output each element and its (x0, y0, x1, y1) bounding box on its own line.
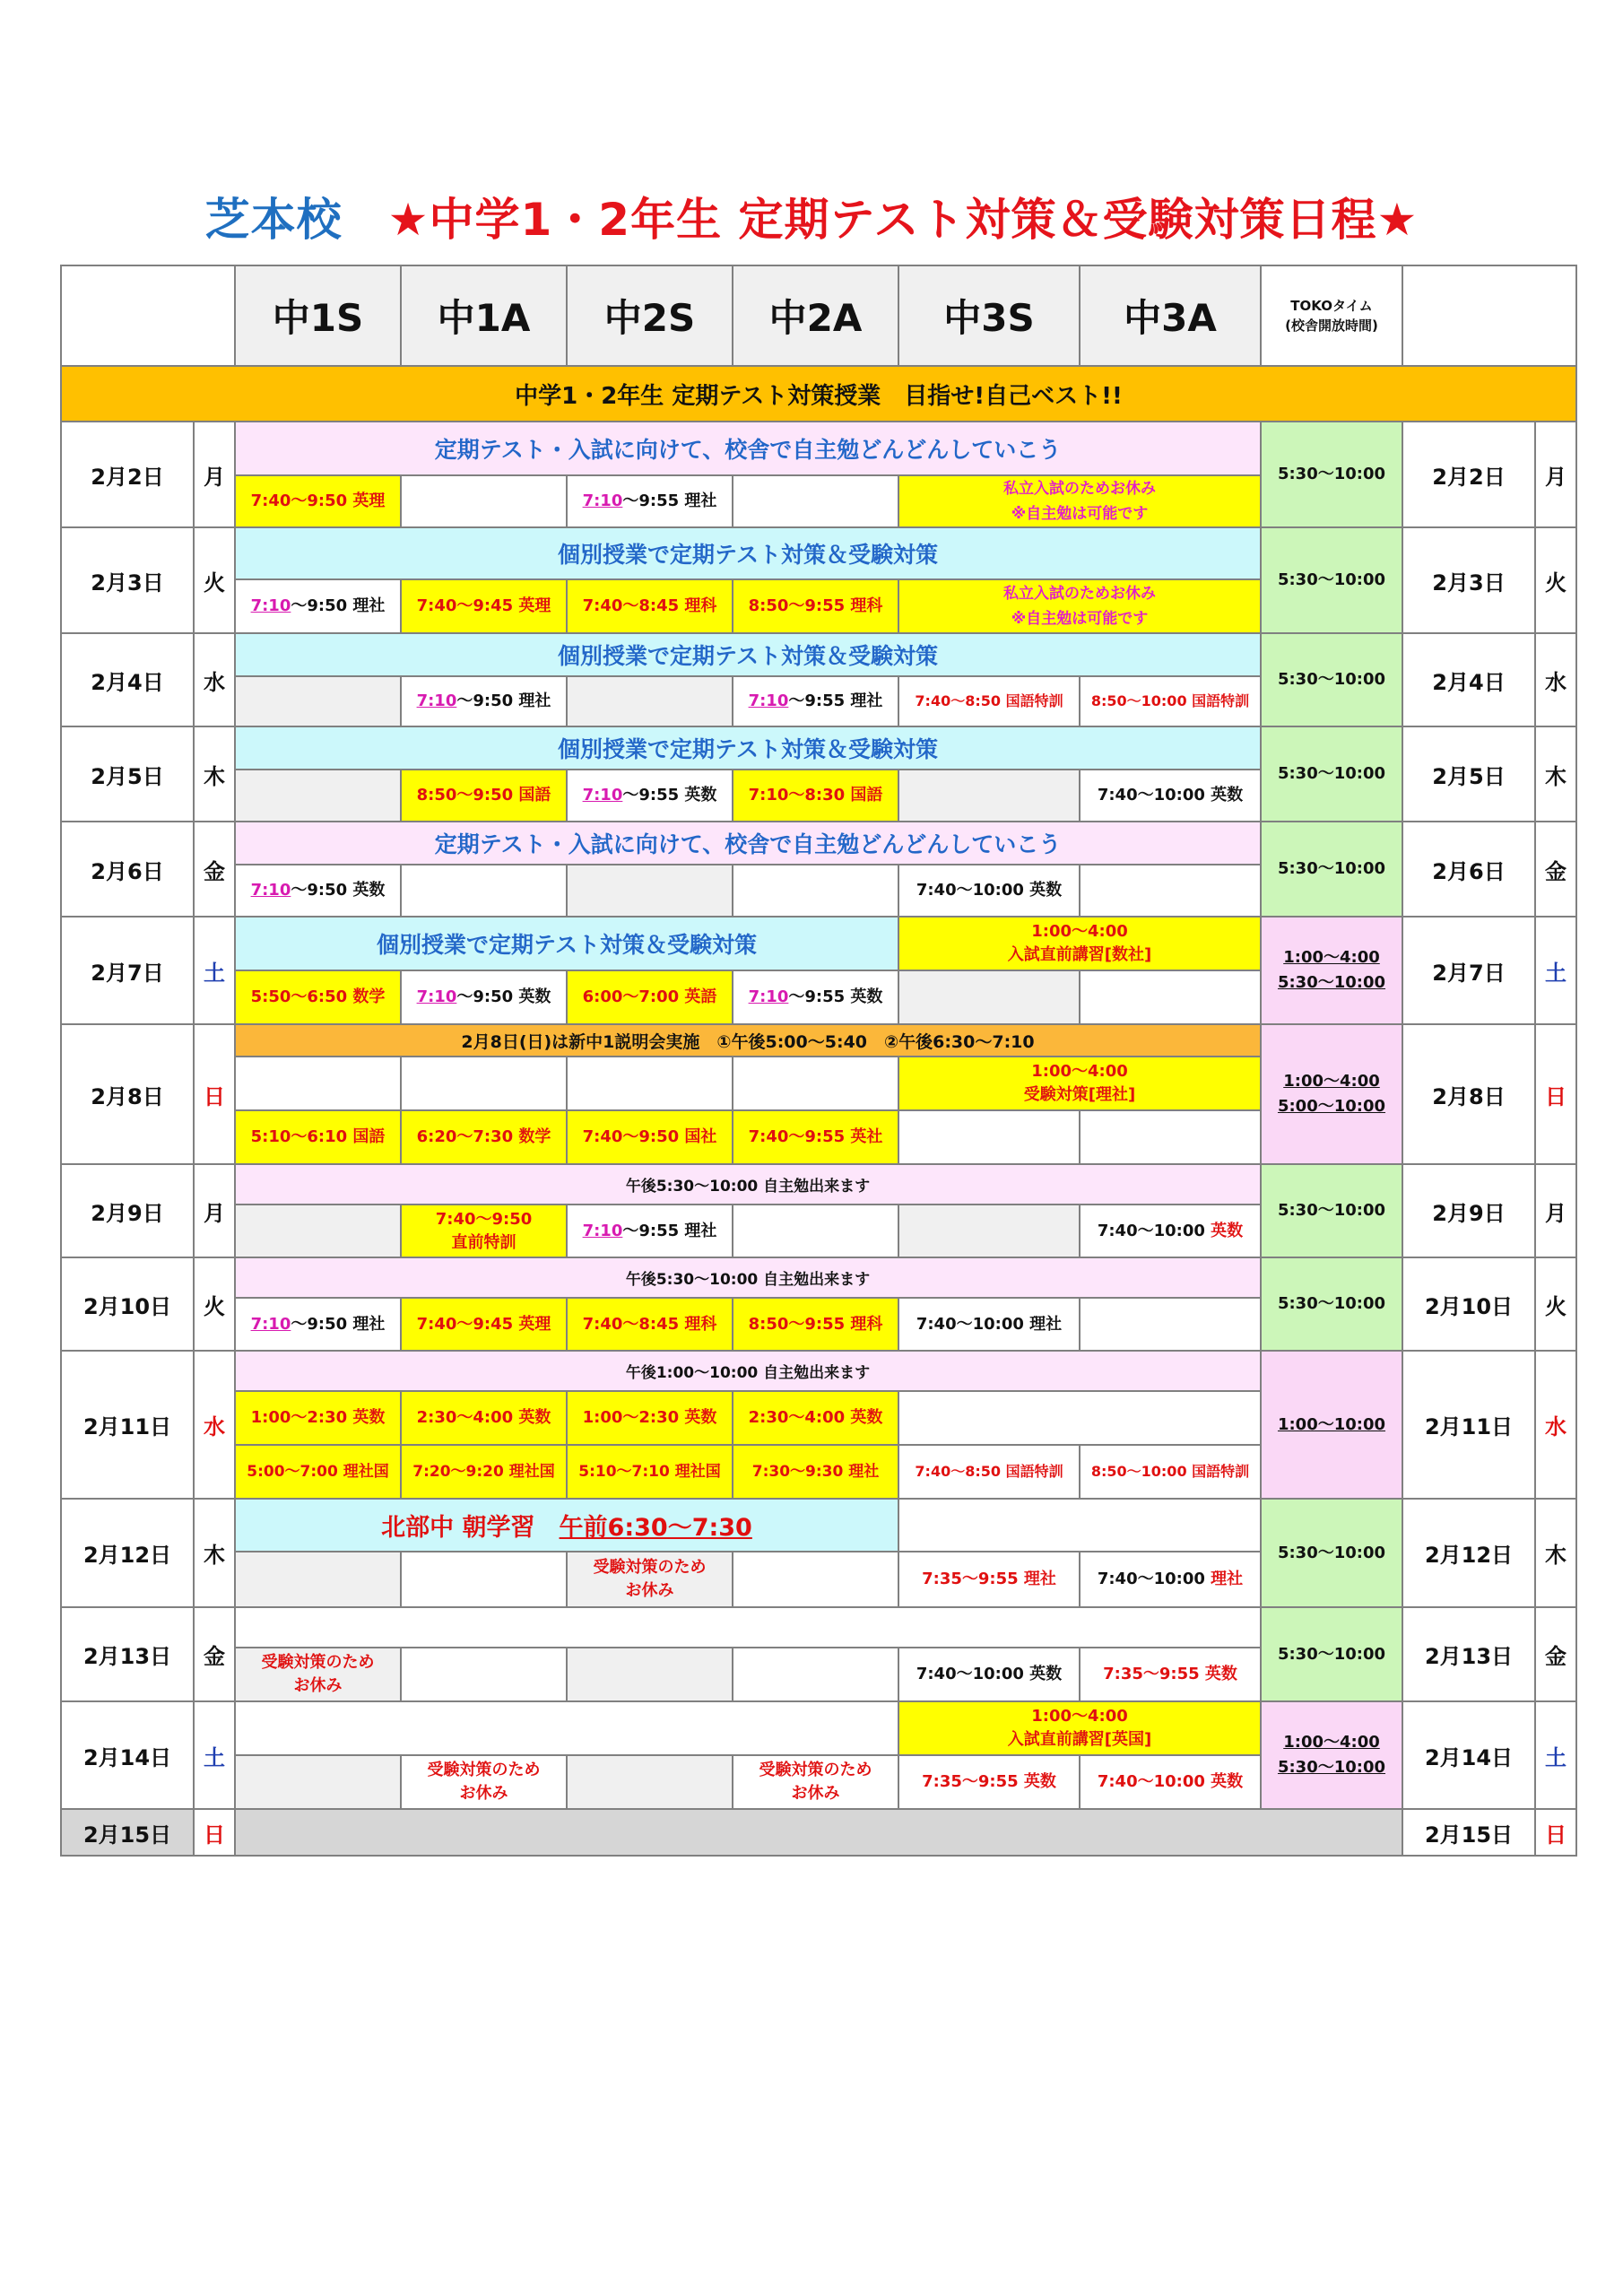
toko-time (1261, 1024, 1402, 1164)
lesson-text: ～9:50 英数 (456, 987, 551, 1006)
toko-subtitle: (校舎開放時間) (1285, 317, 1378, 334)
weekday-right: 木 (1535, 726, 1576, 822)
toko-title: TOKOタイム (1290, 298, 1373, 314)
lesson-text: ～9:55 理社 (788, 691, 883, 710)
day-row (61, 1809, 1576, 1856)
special-lesson (898, 1701, 1261, 1755)
time-link: 7:10 (582, 1221, 623, 1240)
empty-cell (898, 1499, 1261, 1552)
title-school: 芝本校 (204, 194, 343, 246)
closed-notice (898, 579, 1261, 633)
weekday: 火 (194, 527, 235, 633)
closed-day (235, 1809, 1402, 1856)
date-right: 2月7日 (1402, 917, 1535, 1024)
weekday-right: 木 (1535, 1499, 1576, 1607)
day-banner: 個別授業で定期テスト対策＆受験対策 (235, 726, 1261, 770)
date: 2月3日 (61, 527, 194, 633)
lesson-cell (401, 970, 567, 1024)
empty-cell (1080, 865, 1261, 917)
day-banner: 午後5:30～10:00 自主勉出来ます (235, 1164, 1261, 1205)
closed-cell (401, 1755, 567, 1809)
date-right: 2月14日 (1402, 1701, 1535, 1809)
weekday-right: 火 (1535, 1257, 1576, 1351)
lesson-cell (401, 676, 567, 726)
lesson-text: ～9:55 英数 (788, 987, 883, 1006)
weekday-right: 金 (1535, 822, 1576, 917)
lesson-text: ～9:50 理社 (456, 691, 551, 710)
day-banner (235, 1499, 898, 1552)
lesson-cell: 7:40～10:00 英数 (1080, 770, 1261, 822)
lesson-text: ～9:55 理社 (622, 1221, 717, 1240)
day-row (61, 527, 1576, 579)
closed-text: 受験対策のため (261, 1653, 375, 1672)
lesson-cell: 5:10～6:10 国語 (235, 1110, 401, 1164)
lesson-title: 直前特訓 (451, 1232, 516, 1252)
closed-text: 受験対策のため (427, 1761, 541, 1779)
date-right: 2月10日 (1402, 1257, 1535, 1351)
lesson-cell: 7:20～9:20 理社国 (401, 1445, 567, 1499)
lesson-time: 7:40～9:50 (435, 1209, 533, 1229)
special-time: 1:00～4:00 (1031, 1707, 1128, 1726)
lesson-cell: 2:30～4:00 英数 (401, 1391, 567, 1445)
time-link: 7:10 (582, 491, 623, 510)
weekday-right: 土 (1535, 1701, 1576, 1809)
lesson-cell: 7:35～9:55 英数 (1080, 1648, 1261, 1701)
date-right: 2月11日 (1402, 1351, 1535, 1499)
date: 2月12日 (61, 1499, 194, 1607)
empty-cell (733, 865, 898, 917)
weekday: 金 (194, 1607, 235, 1701)
empty-cell (235, 1057, 401, 1110)
toko-time-2: 5:30～10:00 (1277, 1758, 1386, 1777)
empty-cell (567, 1057, 733, 1110)
lesson-cell: 7:40～9:45 英理 (401, 579, 567, 633)
empty-cell (401, 1057, 567, 1110)
day-banner: 定期テスト・入試に向けて、校舎で自主勉どんどんしていこう (235, 422, 1261, 475)
day-row (61, 1164, 1576, 1205)
date: 2月9日 (61, 1164, 194, 1257)
date: 2月8日 (61, 1024, 194, 1164)
lesson-cell: 5:00～7:00 理社国 (235, 1445, 401, 1499)
closed-notice (898, 475, 1261, 527)
closed-note: ※自主勉は可能です (1011, 610, 1149, 628)
title-main: ★中学1・2年生 定期テスト対策＆受験対策日程★ (387, 194, 1419, 246)
header-blank (61, 265, 235, 366)
lesson-text: ～9:55 理社 (622, 491, 717, 510)
weekday: 木 (194, 1499, 235, 1607)
lesson-cell: 7:40～8:45 理科 (567, 1298, 733, 1351)
lesson-cell: 7:30～9:30 理社 (733, 1445, 898, 1499)
time-link: 7:10 (250, 1314, 291, 1334)
day-row (61, 633, 1576, 676)
lesson-text: ～9:55 英数 (622, 786, 717, 804)
toko-time-2: 5:30～10:00 (1277, 973, 1386, 992)
lesson-cell (567, 475, 733, 527)
date: 2月13日 (61, 1607, 194, 1701)
header-toko (1261, 265, 1402, 366)
lesson-cell: 7:40～8:45 理科 (567, 579, 733, 633)
empty-cell (898, 1391, 1261, 1445)
lesson-cell: 7:40～10:00 理社 (898, 1298, 1080, 1351)
special-time: 1:00～4:00 (1031, 922, 1128, 941)
day-banner: 個別授業で定期テスト対策＆受験対策 (235, 633, 1261, 676)
weekday-right: 月 (1535, 422, 1576, 527)
lesson-cell: 1:00～2:30 英数 (567, 1391, 733, 1445)
toko-time: 5:30～10:00 (1261, 822, 1402, 917)
banner: 中学1・2年生 定期テスト対策授業 目指せ!自己ベスト!! (61, 366, 1576, 422)
weekday-right: 土 (1535, 917, 1576, 1024)
lesson-cell: 7:40～10:00 英数 (1080, 1755, 1261, 1809)
date: 2月7日 (61, 917, 194, 1024)
day-row (61, 422, 1576, 475)
toko-time-1: 1:00～4:00 (1283, 1733, 1380, 1752)
weekday-right: 月 (1535, 1164, 1576, 1257)
lesson-cell (1080, 1552, 1261, 1607)
special-time: 1:00～4:00 (1031, 1062, 1128, 1081)
header-col-3s: 中3S (898, 265, 1080, 366)
closed-label: お休み (459, 1784, 508, 1803)
toko-time: 5:30～10:00 (1261, 527, 1402, 633)
weekday: 金 (194, 822, 235, 917)
toko-time: 5:30～10:00 (1261, 1257, 1402, 1351)
toko-time: 5:30～10:00 (1261, 1607, 1402, 1701)
lesson-cell: 7:40～8:50 国語特訓 (898, 1445, 1080, 1499)
date-right: 2月12日 (1402, 1499, 1535, 1607)
header-col-2s: 中2S (567, 265, 733, 366)
closed-text: 私立入試のためお休み (1003, 585, 1156, 603)
empty-banner (235, 1701, 898, 1755)
special-lesson (898, 1057, 1261, 1110)
date-right: 2月2日 (1402, 422, 1535, 527)
empty-cell (1080, 970, 1261, 1024)
lesson-text: ～9:50 理社 (291, 596, 386, 615)
lesson-cell (401, 1205, 567, 1257)
day-banner: 午後5:30～10:00 自主勉出来ます (235, 1257, 1261, 1298)
day-banner: 個別授業で定期テスト対策＆受験対策 (235, 527, 1261, 579)
date: 2月5日 (61, 726, 194, 822)
toko-time: 5:30～10:00 (1261, 1164, 1402, 1257)
weekday: 水 (194, 1351, 235, 1499)
weekday-right: 火 (1535, 527, 1576, 633)
special-title: 入試直前講習[数社] (1007, 945, 1152, 964)
banner-title: 北部中 朝学習 (381, 1514, 560, 1542)
closed-cell (733, 1755, 898, 1809)
day-row (61, 726, 1576, 770)
lesson-cell: 6:20～7:30 数学 (401, 1110, 567, 1164)
empty-cell (567, 865, 733, 917)
lesson-cell (235, 865, 401, 917)
time-link: 7:10 (250, 596, 291, 615)
time-link: 7:10 (416, 691, 457, 710)
toko-time-1: 1:00～4:00 (1283, 948, 1380, 967)
empty-cell (567, 676, 733, 726)
day-banner: 2月8日(日)は新中1説明会実施 ①午後5:00～5:40 ②午後6:30～7:10 (235, 1024, 1261, 1057)
empty-cell (235, 770, 401, 822)
day-banner: 午後1:00～10:00 自主勉出来ます (235, 1351, 1261, 1391)
closed-text: 私立入試のためお休み (1003, 480, 1156, 498)
date: 2月11日 (61, 1351, 194, 1499)
day-banner: 個別授業で定期テスト対策＆受験対策 (235, 917, 898, 970)
lesson-cell: 7:40～9:45 英理 (401, 1298, 567, 1351)
empty-cell (401, 475, 567, 527)
lesson-cell (567, 770, 733, 822)
header-row (61, 265, 1576, 366)
weekday-right: 金 (1535, 1607, 1576, 1701)
toko-time (1261, 1701, 1402, 1809)
lesson-cell: 7:35～9:55 英数 (898, 1755, 1080, 1809)
weekday: 土 (194, 1701, 235, 1809)
date-right: 2月4日 (1402, 633, 1535, 726)
closed-text: 受験対策のため (593, 1558, 707, 1577)
empty-cell (235, 1552, 401, 1607)
day-row (61, 1351, 1576, 1391)
toko-time-1: 1:00～4:00 (1283, 1072, 1380, 1091)
toko-time: 5:30～10:00 (1261, 633, 1402, 726)
header-col-1a: 中1A (401, 265, 567, 366)
lesson-cell: 8:50～9:55 理科 (733, 1298, 898, 1351)
lesson-cell (235, 579, 401, 633)
empty-cell (401, 1552, 567, 1607)
lesson-text: ～9:50 英数 (291, 881, 386, 900)
lesson-cell: 7:35～9:55 理社 (898, 1552, 1080, 1607)
date: 2月10日 (61, 1257, 194, 1351)
empty-cell (898, 970, 1080, 1024)
special-lesson (898, 917, 1261, 970)
lesson-cell: 6:00～7:00 英語 (567, 970, 733, 1024)
toko-time: 5:30～10:00 (1261, 422, 1402, 527)
date-right: 2月13日 (1402, 1607, 1535, 1701)
lesson-cell: 7:40～8:50 国語特訓 (898, 676, 1080, 726)
empty-banner (235, 1607, 1261, 1648)
weekday: 月 (194, 422, 235, 527)
empty-cell (401, 1648, 567, 1701)
day-row (61, 822, 1576, 865)
toko-time: 5:30～10:00 (1261, 726, 1402, 822)
day-row (61, 917, 1576, 970)
empty-cell (1080, 1110, 1261, 1164)
weekday-right: 日 (1535, 1024, 1576, 1164)
time-link: 7:10 (250, 881, 291, 900)
empty-cell (401, 865, 567, 917)
lesson-cell (733, 676, 898, 726)
date: 2月15日 (61, 1809, 194, 1856)
day-row (61, 1499, 1576, 1552)
date: 2月14日 (61, 1701, 194, 1809)
time-link: 7:10 (582, 786, 623, 804)
lesson-cell: 7:40～9:50 英理 (235, 475, 401, 527)
closed-text: 受験対策のため (759, 1761, 872, 1779)
lesson-time: 7:40～10:00 (1097, 1570, 1211, 1588)
closed-label: お休み (791, 1784, 840, 1803)
lesson-cell: 7:40～9:55 英社 (733, 1110, 898, 1164)
lesson-cell (1080, 1205, 1261, 1257)
weekday: 月 (194, 1164, 235, 1257)
banner-time: 午前6:30～7:30 (559, 1514, 752, 1542)
empty-cell (235, 676, 401, 726)
lesson-cell (235, 1298, 401, 1351)
day-row (61, 1024, 1576, 1057)
day-row (61, 1607, 1576, 1648)
lesson-cell: 8:50～10:00 国語特訓 (1080, 676, 1261, 726)
special-title: 入試直前講習[英国] (1007, 1730, 1152, 1749)
empty-cell (733, 1648, 898, 1701)
time-link: 7:10 (748, 691, 789, 710)
lesson-cell: 1:00～2:30 英数 (235, 1391, 401, 1445)
weekday: 日 (194, 1809, 235, 1856)
closed-label: お休み (293, 1676, 343, 1695)
time-link: 7:10 (748, 987, 789, 1006)
toko-time: 1:00～10:00 (1261, 1351, 1402, 1499)
weekday-right: 水 (1535, 1351, 1576, 1499)
empty-cell (1080, 1298, 1261, 1351)
date-right: 2月9日 (1402, 1164, 1535, 1257)
lesson-cell: 7:40～10:00 英数 (898, 1648, 1080, 1701)
empty-cell (898, 770, 1080, 822)
lesson-cell: 5:50～6:50 数学 (235, 970, 401, 1024)
closed-label: お休み (625, 1581, 674, 1600)
lesson-cell: 2:30～4:00 英数 (733, 1391, 898, 1445)
weekday-right: 水 (1535, 633, 1576, 726)
lesson-subject: 理社 (1211, 1570, 1244, 1588)
empty-cell (733, 1205, 898, 1257)
header-blank-right (1402, 265, 1576, 366)
empty-cell (898, 1205, 1080, 1257)
header-col-3a: 中3A (1080, 265, 1261, 366)
schedule-table (60, 265, 1577, 1857)
weekday: 日 (194, 1024, 235, 1164)
toko-time: 5:30～10:00 (1261, 1499, 1402, 1607)
date: 2月2日 (61, 422, 194, 527)
toko-time-2: 5:00～10:00 (1277, 1097, 1386, 1116)
lesson-cell: 8:50～9:50 国語 (401, 770, 567, 822)
lesson-subject: 英数 (1211, 1221, 1244, 1240)
lesson-cell (733, 970, 898, 1024)
date-right: 2月5日 (1402, 726, 1535, 822)
empty-cell (567, 1755, 733, 1809)
empty-cell (235, 1205, 401, 1257)
lesson-cell: 7:40～9:50 国社 (567, 1110, 733, 1164)
lesson-cell: 7:40～10:00 英数 (898, 865, 1080, 917)
lesson-text: ～9:50 理社 (291, 1314, 386, 1334)
day-row (61, 1701, 1576, 1755)
closed-cell (235, 1648, 401, 1701)
empty-cell (567, 1648, 733, 1701)
date-right: 2月8日 (1402, 1024, 1535, 1164)
toko-time (1261, 917, 1402, 1024)
date-right: 2月6日 (1402, 822, 1535, 917)
page-title (0, 184, 1623, 248)
empty-cell (235, 1755, 401, 1809)
lesson-cell: 8:50～10:00 国語特訓 (1080, 1445, 1261, 1499)
weekday: 土 (194, 917, 235, 1024)
special-title: 受験対策[理社] (1023, 1085, 1136, 1104)
empty-cell (733, 1057, 898, 1110)
lesson-cell (567, 1205, 733, 1257)
time-link: 7:10 (416, 987, 457, 1006)
date-right: 2月15日 (1402, 1809, 1535, 1856)
empty-cell (733, 475, 898, 527)
empty-cell (733, 1552, 898, 1607)
day-row (61, 1257, 1576, 1298)
date-right: 2月3日 (1402, 527, 1535, 633)
lesson-cell: 8:50～9:55 理科 (733, 579, 898, 633)
header-col-2a: 中2A (733, 265, 898, 366)
weekday: 木 (194, 726, 235, 822)
empty-cell (898, 1110, 1080, 1164)
day-banner: 定期テスト・入試に向けて、校舎で自主勉どんどんしていこう (235, 822, 1261, 865)
weekday: 水 (194, 633, 235, 726)
date: 2月4日 (61, 633, 194, 726)
closed-note: ※自主勉は可能です (1011, 505, 1149, 523)
lesson-cell: 5:10～7:10 理社国 (567, 1445, 733, 1499)
header-col-1s: 中1S (235, 265, 401, 366)
weekday-right: 日 (1535, 1809, 1576, 1856)
closed-cell (567, 1552, 733, 1607)
lesson-cell: 7:10～8:30 国語 (733, 770, 898, 822)
date: 2月6日 (61, 822, 194, 917)
lesson-time: 7:40～10:00 (1097, 1221, 1211, 1240)
weekday: 火 (194, 1257, 235, 1351)
